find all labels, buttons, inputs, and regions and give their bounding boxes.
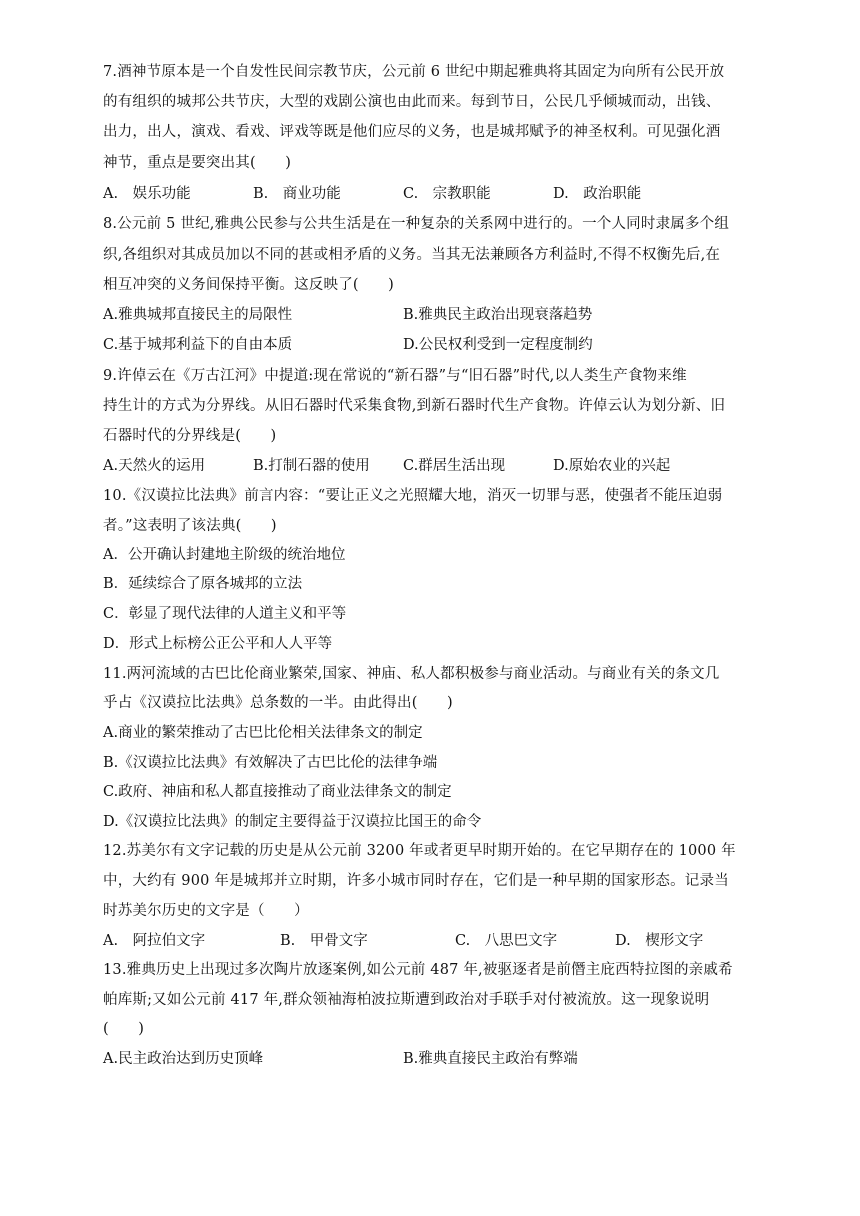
question-10-option-c: C．彰显了现代法律的人道主义和平等: [103, 606, 347, 622]
question-8-option-d: D.公民权利受到一定程度制约: [403, 337, 593, 353]
question-10-option-a: A．公开确认封建地主阶级的统治地位: [103, 547, 346, 563]
question-10-option-d: D．形式上标榜公正公平和人人平等: [103, 636, 333, 652]
question-10-option-b: B．延续综合了原各城邦的立法: [103, 576, 303, 592]
question-8-option-a: A.雅典城邦直接民主的局限性: [103, 307, 293, 323]
question-12-option-b: B. 甲骨文字: [280, 933, 368, 949]
question-7-line-4: 神节，重点是要突出其( ): [103, 155, 292, 171]
question-12-option-a: A. 阿拉伯文字: [103, 933, 206, 949]
question-9-option-a: A.天然火的运用: [103, 458, 206, 474]
question-8-line-1: 8.公元前 5 世纪,雅典公民参与公共生活是在一种复杂的关系网中进行的。一个人同时隶属多个组: [103, 216, 730, 232]
question-11-line-2: 乎占《汉谟拉比法典》总条数的一半。由此得出( ): [103, 695, 453, 711]
question-12-line-2: 中，大约有 900 年是城邦并立时期，许多小城市同时存在，它们是一种早期的国家形态。记录当: [103, 873, 729, 889]
question-9-line-3: 石器时代的分界线是( ): [103, 428, 277, 444]
question-9-option-d: D.原始农业的兴起: [553, 458, 671, 474]
question-8-line-2: 织,各组织对其成员加以不同的甚或相矛盾的义务。当其无法兼顾各方利益时,不得不权衡先后,在: [103, 247, 721, 263]
question-11-option-c: C.政府、神庙和私人都直接推动了商业法律条文的制定: [103, 784, 452, 800]
question-7-option-d: D. 政治职能: [553, 186, 642, 202]
question-12-option-c: C. 八思巴文字: [455, 933, 558, 949]
question-13-line-3: ( ): [103, 1021, 145, 1037]
question-9-option-b: B.打制石器的使用: [253, 458, 370, 474]
question-9-line-1: 9.许倬云在《万古江河》中提道:现在常说的“新石器”与“旧石器”时代,以人类生产食物来维: [103, 368, 687, 384]
question-11-option-d: D.《汉谟拉比法典》的制定主要得益于汉谟拉比国王的命令: [103, 814, 482, 830]
question-11-option-b: B.《汉谟拉比法典》有效解决了古巴比伦的法律争端: [103, 755, 438, 771]
question-9-option-c: C.群居生活出现: [403, 458, 506, 474]
question-8-line-3: 相互冲突的义务间保持平衡。这反映了( ): [103, 277, 395, 293]
question-11-option-a: A.商业的繁荣推动了古巴比伦相关法律条文的制定: [103, 725, 423, 741]
question-12-line-3: 时苏美尔历史的文字是（ ）: [103, 903, 309, 919]
question-10-line-1: 10.《汉谟拉比法典》前言内容：“要让正义之光照耀大地，消灭一切罪与恶，使强者不能压迫弱: [103, 488, 723, 504]
question-7-option-a: A. 娱乐功能: [103, 186, 191, 202]
question-11-line-1: 11.两河流域的古巴比伦商业繁荣,国家、神庙、私人都积极参与商业活动。与商业有关的条文几: [103, 666, 720, 682]
question-7-line-3: 出力，出人，演戏、看戏、评戏等既是他们应尽的义务，也是城邦赋予的神圣权利。可见强化酒: [103, 124, 721, 140]
question-7-option-c: C. 宗教职能: [403, 186, 491, 202]
question-13-line-1: 13.雅典历史上出现过多次陶片放逐案例,如公元前 487 年,被驱逐者是前僭主庇西特拉图的亲戚希: [103, 962, 733, 978]
question-13-option-a: A.民主政治达到历史顶峰: [103, 1051, 264, 1067]
question-12-option-d: D. 楔形文字: [615, 933, 704, 949]
question-7-line-2: 的有组织的城邦公共节庆，大型的戏剧公演也由此而来。每到节日，公民几乎倾城而动，出钱、: [103, 94, 721, 110]
question-9-line-2: 持生计的方式为分界线。从旧石器时代采集食物,到新石器时代生产食物。许倬云认为划分新、旧: [103, 398, 726, 414]
question-13-option-b: B.雅典直接民主政治有弊端: [403, 1051, 578, 1067]
question-7-option-b: B. 商业功能: [253, 186, 341, 202]
question-10-line-2: 者。”这表明了该法典( ): [103, 518, 277, 534]
question-8-option-b: B.雅典民主政治出现衰落趋势: [403, 307, 593, 323]
question-12-line-1: 12.苏美尔有文字记载的历史是从公元前 3200 年或者更早时期开始的。在它早期存在的 1000 年: [103, 843, 736, 859]
question-13-line-2: 帕库斯;又如公元前 417 年,群众领袖海柏波拉斯遭到政治对手联手对付被流放。这一现象说明: [103, 992, 710, 1008]
question-7-line-1: 7.酒神节原本是一个自发性民间宗教节庆，公元前 6 世纪中期起雅典将其固定为向所有公民开放: [103, 64, 725, 80]
question-8-option-c: C.基于城邦利益下的自由本质: [103, 337, 293, 353]
